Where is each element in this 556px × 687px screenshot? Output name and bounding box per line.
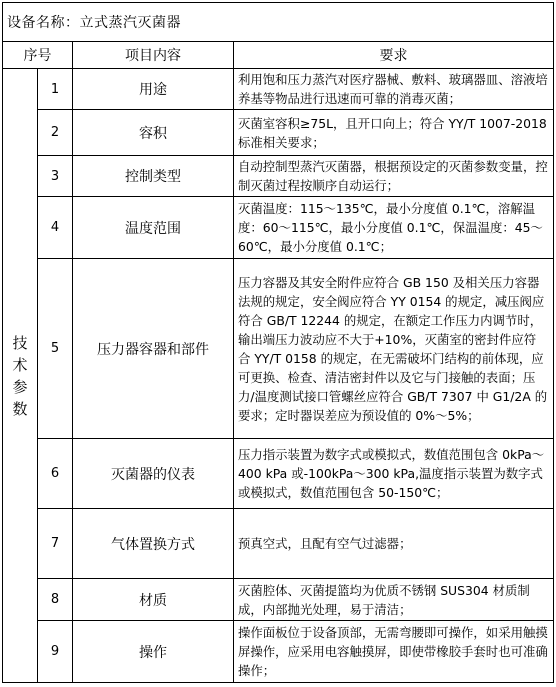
spec-sheet xyxy=(2,2,554,683)
row-item: 用途 xyxy=(73,69,234,110)
table-row xyxy=(3,621,554,683)
title-row xyxy=(3,3,554,42)
document-title: 设备名称：立式蒸汽灭菌器 xyxy=(3,3,554,42)
row-item: 气体置换方式 xyxy=(73,509,234,579)
group-label-cell xyxy=(3,69,38,683)
row-number: 7 xyxy=(38,509,73,579)
row-requirement: 预真空式，且配有空气过滤器； xyxy=(234,509,554,579)
row-requirement: 压力指示装置为数字式或模拟式，数值范围包含 0kPa～400 kPa 或-100kPa～300 kPa,温度指示装置为数字式或模拟式，数值范围包含 50-150℃； xyxy=(234,439,554,509)
spec-table xyxy=(2,2,554,683)
header-row xyxy=(3,42,554,69)
row-item: 操作 xyxy=(73,621,234,683)
row-item: 灭菌器的仪表 xyxy=(73,439,234,509)
row-requirement: 自动控制型蒸汽灭菌器，根据预设定的灭菌参数变量，控制灭菌过程按顺序自动运行； xyxy=(234,156,554,197)
row-item: 容积 xyxy=(73,110,234,156)
row-number: 4 xyxy=(38,197,73,259)
header-seq: 序号 xyxy=(3,42,73,69)
row-requirement: 灭菌腔体、灭菌提篮均为优质不锈钢 SUS304 材质制成，内部抛光处理，易于清洁； xyxy=(234,579,554,621)
row-item: 压力器容器和部件 xyxy=(73,259,234,439)
row-requirement: 利用饱和压力蒸汽对医疗器械、敷料、玻璃器皿、溶液培养基等物品进行迅速而可靠的消毒灭菌； xyxy=(234,69,554,110)
row-requirement: 压力容器及其安全附件应符合 GB 150 及相关压力容器法规的规定，安全阀应符合 YY 0154 的规定，减压阀应符合 GB/T 12244 的规定，在额定工作压力内调节时，输出端压力波动应不大于+10%，灭菌室的密封件应符合 YY/T 0158 的规定，在无需破坏门结构的前体现，应可更换、检查、清洁密封件以及它与门接触的表面；压力/温度测试接口管螺丝应符合 GB/T 7307 中 G1/2A 的要求；定时器误差应为预设值的 0%～5%； xyxy=(234,259,554,439)
row-item: 控制类型 xyxy=(73,156,234,197)
table-row xyxy=(3,259,554,439)
group-label: 技术参数 xyxy=(12,333,28,418)
row-requirement: 操作面板位于设备顶部，无需弯腰即可操作，如采用触摸屏操作，应采用电容触摸屏，即使带橡胶手套时也可准确操作； xyxy=(234,621,554,683)
table-row xyxy=(3,197,554,259)
table-row xyxy=(3,509,554,579)
row-number: 8 xyxy=(38,579,73,621)
header-requirement: 要求 xyxy=(234,42,554,69)
header-item: 项目内容 xyxy=(73,42,234,69)
row-number: 5 xyxy=(38,259,73,439)
row-item: 材质 xyxy=(73,579,234,621)
row-number: 6 xyxy=(38,439,73,509)
table-row xyxy=(3,579,554,621)
table-row xyxy=(3,156,554,197)
table-row xyxy=(3,69,554,110)
row-item: 温度范围 xyxy=(73,197,234,259)
row-number: 1 xyxy=(38,69,73,110)
row-requirement: 灭菌室容积≥75L，且开口向上；符合 YY/T 1007-2018 标准相关要求； xyxy=(234,110,554,156)
row-number: 3 xyxy=(38,156,73,197)
row-number: 2 xyxy=(38,110,73,156)
row-requirement: 灭菌温度：115～135℃，最小分度值 0.1℃，溶解温度：60～115℃，最小分度值 0.1℃，保温温度：45～60℃，最小分度值 0.1℃； xyxy=(234,197,554,259)
table-row xyxy=(3,110,554,156)
row-number: 9 xyxy=(38,621,73,683)
table-row xyxy=(3,439,554,509)
